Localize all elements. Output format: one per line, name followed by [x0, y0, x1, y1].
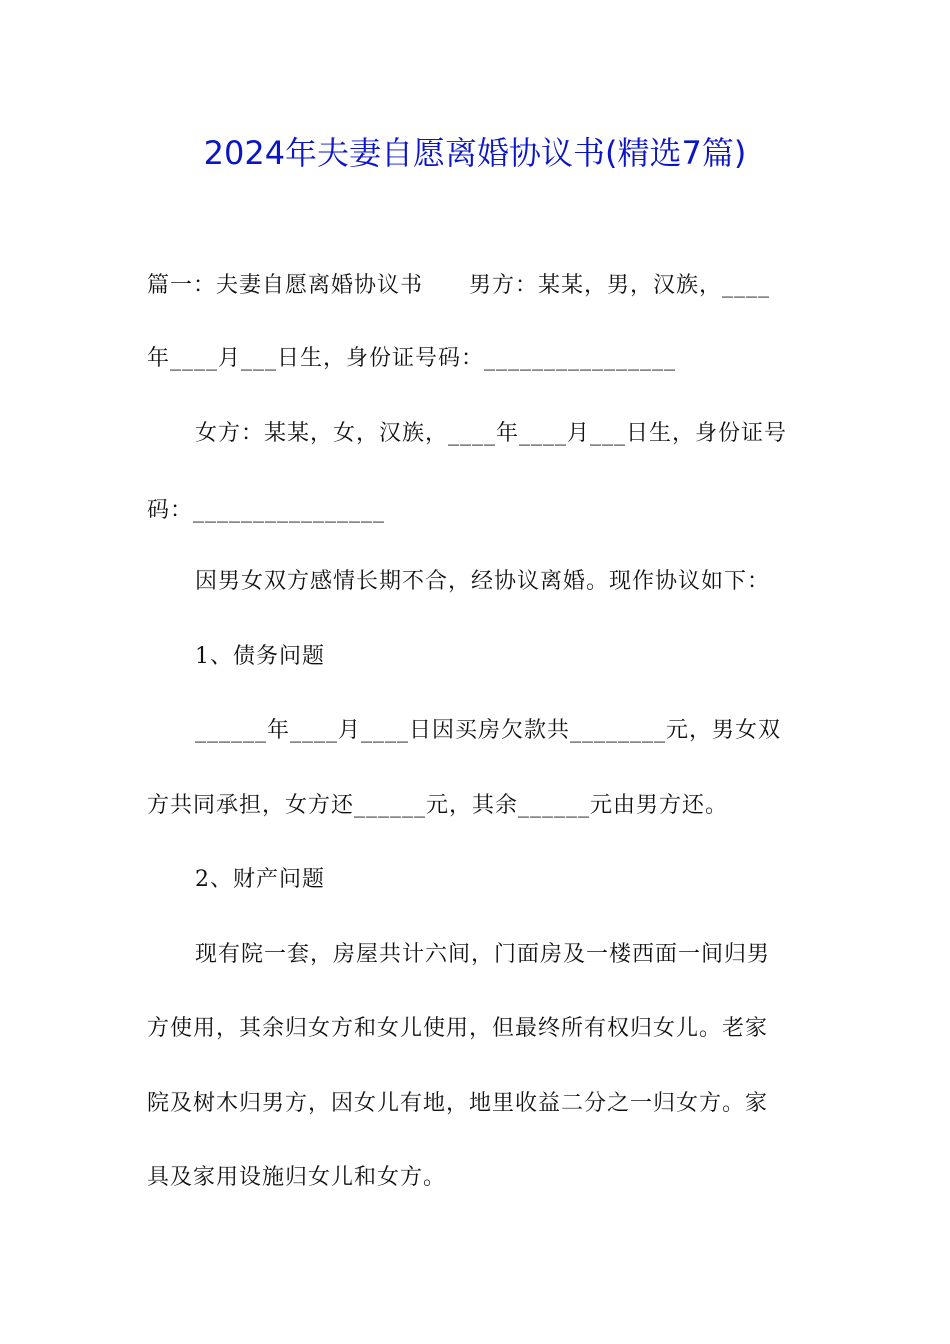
- document-title: 2024年夫妻自愿离婚协议书(精选7篇): [203, 134, 747, 172]
- section-heading-property: 2、财产问题: [195, 867, 325, 892]
- section-heading-debts: 1、债务问题: [195, 644, 325, 669]
- paragraph-line-1: 篇一：夫妻自愿离婚协议书 男方：某某，男，汉族，____: [147, 273, 771, 298]
- paragraph-line-2: 年____月___日生，身份证号码：________________: [147, 346, 677, 371]
- paragraph-line-7: ______年____月____日因买房欠款共________元，男女双: [195, 718, 782, 743]
- paragraph-line-13: 具及家用设施归女儿和女方。: [147, 1165, 447, 1190]
- paragraph-line-11: 方使用，其余归女方和女儿使用，但最终所有权归女儿。老家: [147, 1016, 769, 1041]
- paragraph-line-8: 方共同承担，女方还______元，其余______元由男方还。: [147, 793, 729, 818]
- paragraph-line-12: 院及树木归男方，因女儿有地，地里收益二分之一归女方。家: [147, 1091, 769, 1116]
- paragraph-line-3: 女方：某某，女，汉族，____年____月___日生，身份证号: [195, 421, 788, 446]
- paragraph-line-10: 现有院一套，房屋共计六间，门面房及一楼西面一间归男: [195, 942, 771, 967]
- paragraph-line-5: 因男女双方感情长期不合，经协议离婚。现作协议如下：: [195, 569, 771, 594]
- paragraph-line-4: 码：________________: [147, 498, 386, 523]
